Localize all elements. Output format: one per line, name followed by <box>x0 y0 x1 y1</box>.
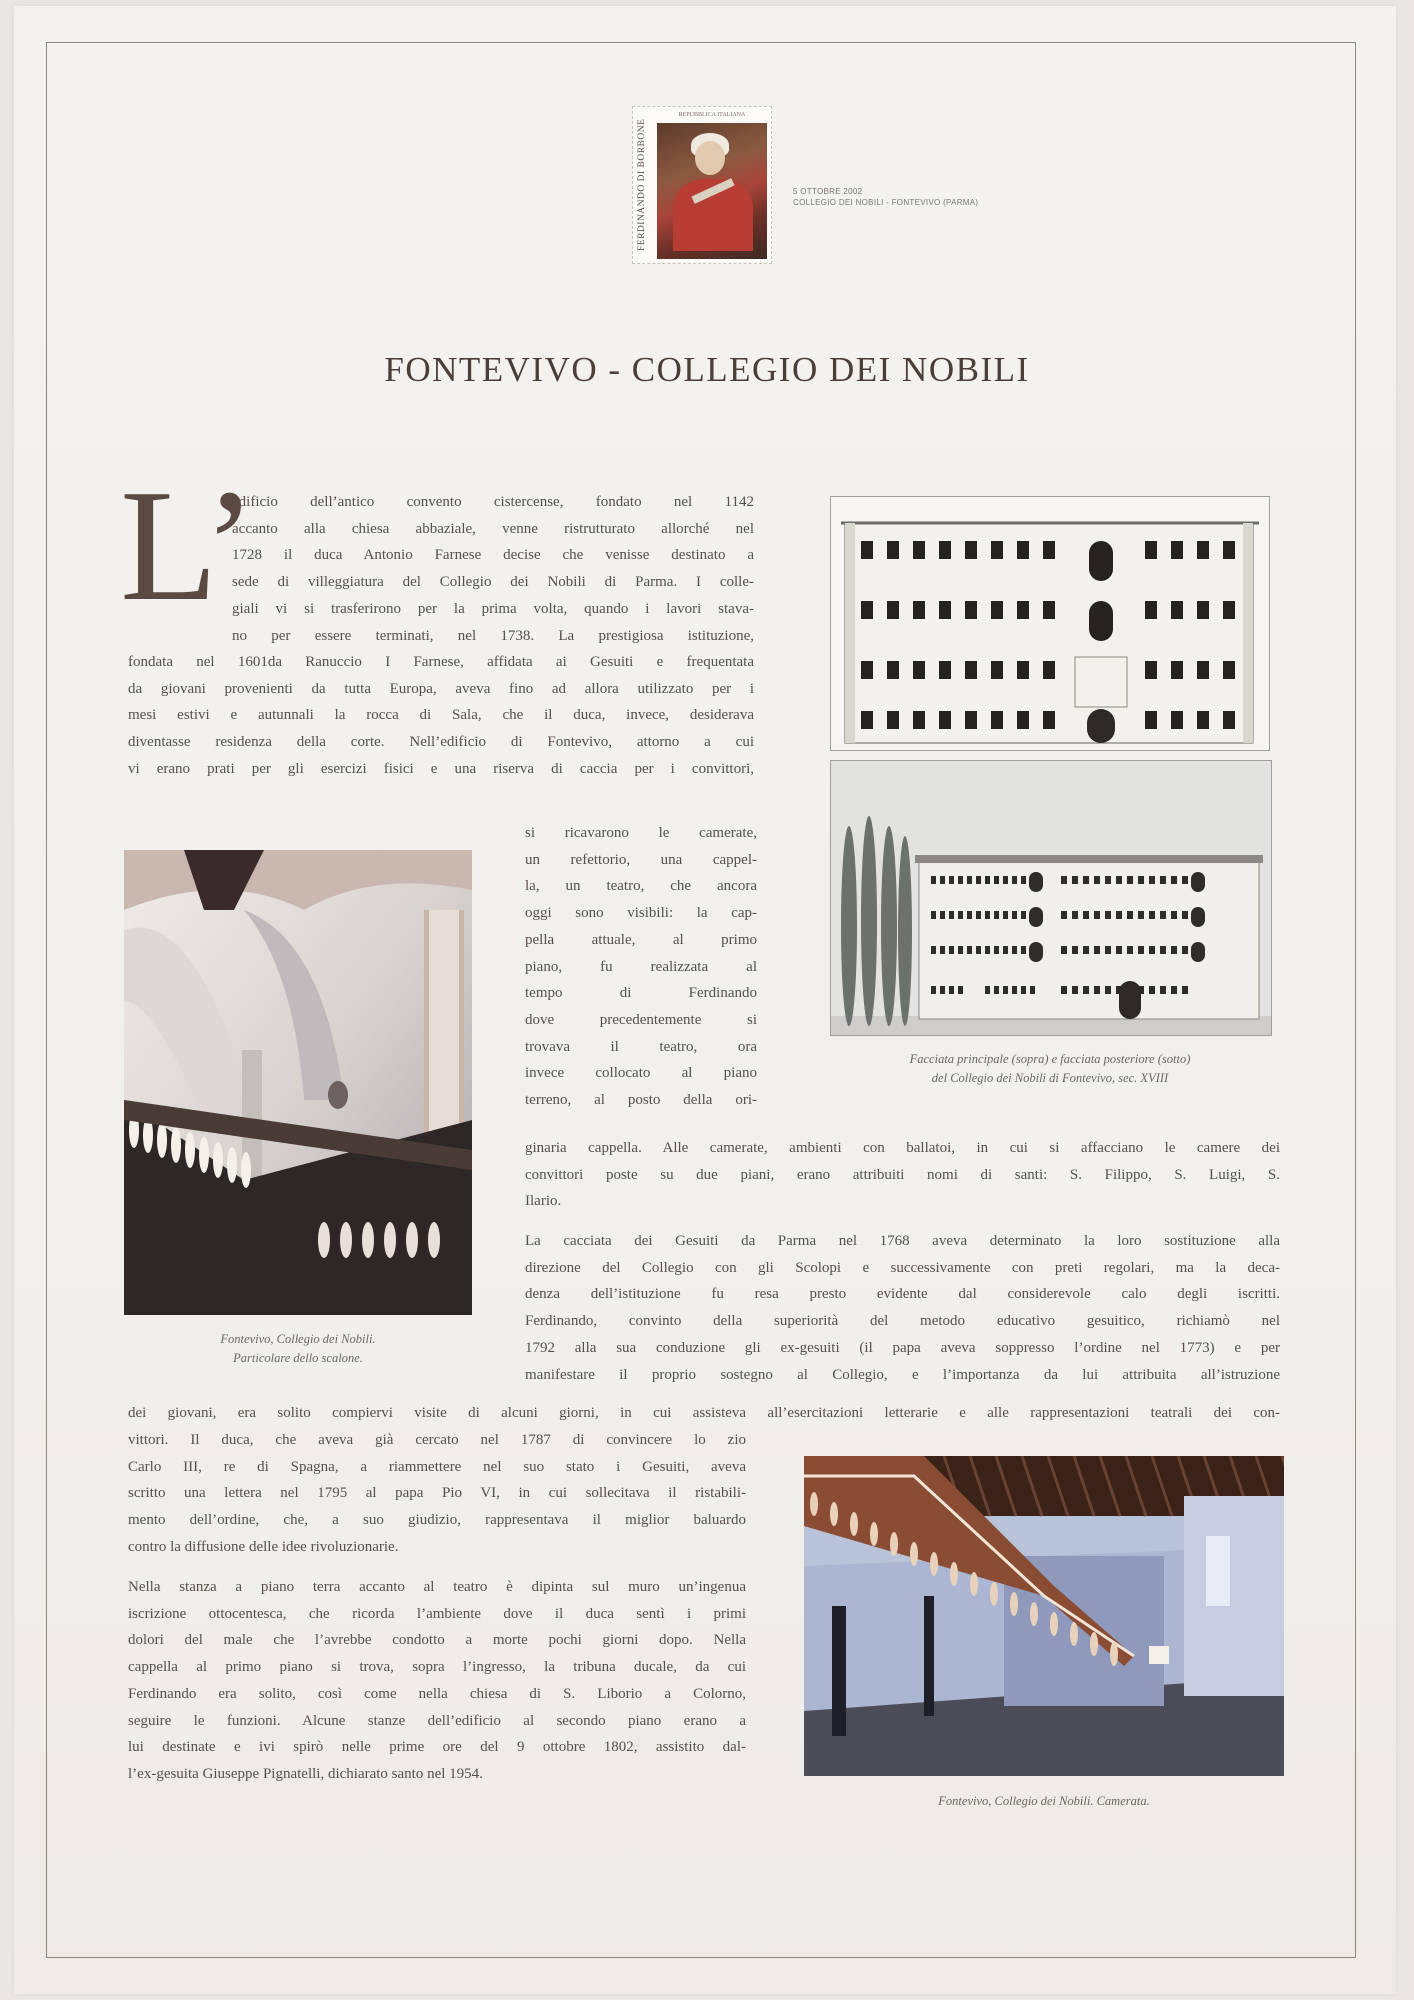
text-line: si ricavarono le camerate, <box>525 825 757 841</box>
staircase-caption-line: Fontevivo, Collegio dei Nobili. <box>220 1332 376 1346</box>
text-line: terreno, al posto della ori- <box>525 1092 757 1109</box>
text-line: 1728 il duca Antonio Farnese decise che venisse destinato a <box>232 547 754 564</box>
text-line: lui destinate e ivi spirò nelle prime ore del 9 ottobre 1802, assistito dal- <box>128 1739 746 1756</box>
text-line: vittori. Il duca, che aveva già cercato nel 1787 di convincere lo zio <box>128 1432 746 1448</box>
text-line: trovava il teatro, ora <box>525 1038 757 1055</box>
staircase-caption <box>124 1330 472 1368</box>
text-line: direzione del Collegio con gli Scolopi e successivamente con preti regolari, ma la deca- <box>525 1259 1280 1276</box>
stamp-portrait-image <box>657 123 767 259</box>
text-line: Ferdinando era solito, così come nella chiesa di S. Liborio a Colorno, <box>128 1685 746 1702</box>
text-line: dolori del male che l’avrebbe condotto a morte pochi giorni dopo. Nella <box>128 1632 746 1649</box>
text-line: Carlo III, re di Spagna, a riammettere nel suo stato i Gesuiti, aveva <box>128 1458 746 1475</box>
stamp-issue-caption <box>793 186 979 208</box>
facade-rear-image <box>830 760 1272 1036</box>
text-line: oggi sono visibili: la cap- <box>525 905 757 922</box>
dormitory-caption-line: Fontevivo, Collegio dei Nobili. Camerata. <box>938 1794 1150 1808</box>
paragraph-jesuits <box>525 1228 1280 1388</box>
text-line: denza dell’istituzione fu resa presto evidente dal considerevole calo degli iscritti. <box>525 1286 1280 1303</box>
text-line: da giovani provenienti da tutta Europa, aveva fino ad allora utilizzato per i <box>128 680 754 697</box>
text-line: sede di villeggiatura del Collegio dei Nobili di Parma. I colle- <box>232 574 754 591</box>
text-line: l’ex-gesuita Giuseppe Pignatelli, dichiarato santo nel 1954. <box>128 1765 483 1782</box>
page-title: FONTEVIVO - COLLEGIO DEI NOBILI <box>384 350 1030 389</box>
text-line: seguire le funzioni. Alcune stanze dell’edificio al secondo piano erano a <box>128 1712 746 1729</box>
text-line: no per essere terminati, nel 1738. La prestigiosa istituzione, <box>232 627 754 644</box>
facades-caption-line: del Collegio dei Nobili di Fontevivo, sec. XVIII <box>931 1071 1169 1085</box>
text-line: convittori poste su due piani, erano attribuiti nomi di santi: S. Filippo, S. Luigi, S. <box>525 1166 1280 1183</box>
stamp-vertical-text: FERDINANDO DI BORBONE <box>637 118 647 252</box>
text-line: accanto alla chiesa abbaziale, venne ristrutturato allorché nel <box>232 520 754 537</box>
text-line: La cacciata dei Gesuiti da Parma nel 1768 aveva determinato la loro sostituzione alla <box>525 1233 1280 1249</box>
text-line: Ilario. <box>525 1193 562 1210</box>
text-line: pella attuale, al primo <box>525 931 757 948</box>
text-line: un refettorio, una cappel- <box>525 851 757 868</box>
text-line: dei giovani, era solito compiervi visite di alcuni giorni, in cui assisteva all’esercitazioni letterarie e alle rappresentazioni teatrali dei con- <box>128 1405 1280 1421</box>
paragraph-jesuits-end <box>128 1427 746 1561</box>
text-line: Nella stanza a piano terra accanto al teatro è dipinta sul muro un’ingenua <box>128 1579 746 1595</box>
text-line: Ferdinando, convinto della superiorità del metodo educativo gesuitico, richiamò nel <box>525 1313 1280 1330</box>
text-line: diventasse residenza della corte. Nell’edificio di Fontevivo, attorno a cui <box>128 734 754 751</box>
text-line: scritto una lettera nel 1795 al papa Pio VI, in cui sollecitava il ristabili- <box>128 1485 746 1502</box>
paragraph-intro-narrow <box>525 820 757 1114</box>
stamp-top-text: REPUBBLICA ITALIANA <box>678 112 746 118</box>
text-line: giali vi si trasferirono per la prima volta, quando i lavori stava- <box>232 600 754 617</box>
postage-stamp <box>632 106 772 264</box>
text-line: manifestare il proprio sostegno al Collegio, e l’importanza da lui attribuita all’istruzione <box>525 1366 1280 1383</box>
staircase-photo <box>124 850 472 1315</box>
text-line: contro la diffusione delle idee rivoluzionarie. <box>128 1538 399 1555</box>
paragraph-intro-full <box>128 649 754 783</box>
text-line: tempo di Ferdinando <box>525 985 757 1002</box>
stamp-issue-date: 5 OTTOBRE 2002 <box>793 187 863 196</box>
text-line: 1792 alla sua conduzione gli ex-gesuiti (il papa aveva soppresso l’ordine nel 1773) e per <box>525 1339 1280 1356</box>
text-line: la, un teatro, che ancora <box>525 878 757 895</box>
text-line: edificio dell’antico convento cistercense, fondato nel 1142 <box>232 494 754 510</box>
stamp-issue-subject: COLLEGIO DEI NOBILI - FONTEVIVO (PARMA) <box>793 198 979 207</box>
text-line: invece collocato al piano <box>525 1065 757 1082</box>
text-line: iscrizione ottocentesca, che ricorda l’ambiente dove il duca sentì i primi <box>128 1605 746 1622</box>
facades-caption <box>830 1050 1270 1088</box>
text-line: piano, fu realizzata al <box>525 958 757 975</box>
text-line: mesi estivi e autunnali la rocca di Sala, che il duca, invece, desiderava <box>128 707 754 724</box>
staircase-caption-line: Particolare dello scalone. <box>233 1351 363 1365</box>
text-line: fondata nel 1601da Ranuccio I Farnese, affidata ai Gesuiti e frequentata <box>128 654 754 670</box>
paragraph-intro-top <box>232 489 754 649</box>
text-line: cappella al primo piano si trova, sopra l’ingresso, la tribuna ducale, da cui <box>128 1659 746 1676</box>
facades-caption-line: Facciata principale (sopra) e facciata posteriore (sotto) <box>909 1052 1191 1066</box>
dormitory-caption <box>804 1792 1284 1811</box>
paragraph-duke-death <box>128 1574 746 1788</box>
dormitory-photo <box>804 1456 1284 1776</box>
facade-front-image <box>830 496 1270 751</box>
drop-cap: L’ <box>120 456 257 634</box>
text-line: ginaria cappella. Alle camerate, ambienti con ballatoi, in cui si affacciano le camere dei <box>525 1140 1280 1156</box>
text-line: vi erano prati per gli esercizi fisici e una riserva di caccia per i convittori, <box>128 760 754 777</box>
paragraph-intro-end <box>525 1135 1280 1215</box>
paragraph-jesuits-full <box>128 1400 1280 1427</box>
text-line: mento dell’ordine, che, a suo giudizio, rappresentava il miglior baluardo <box>128 1512 746 1529</box>
text-line: dove precedentemente si <box>525 1011 757 1028</box>
